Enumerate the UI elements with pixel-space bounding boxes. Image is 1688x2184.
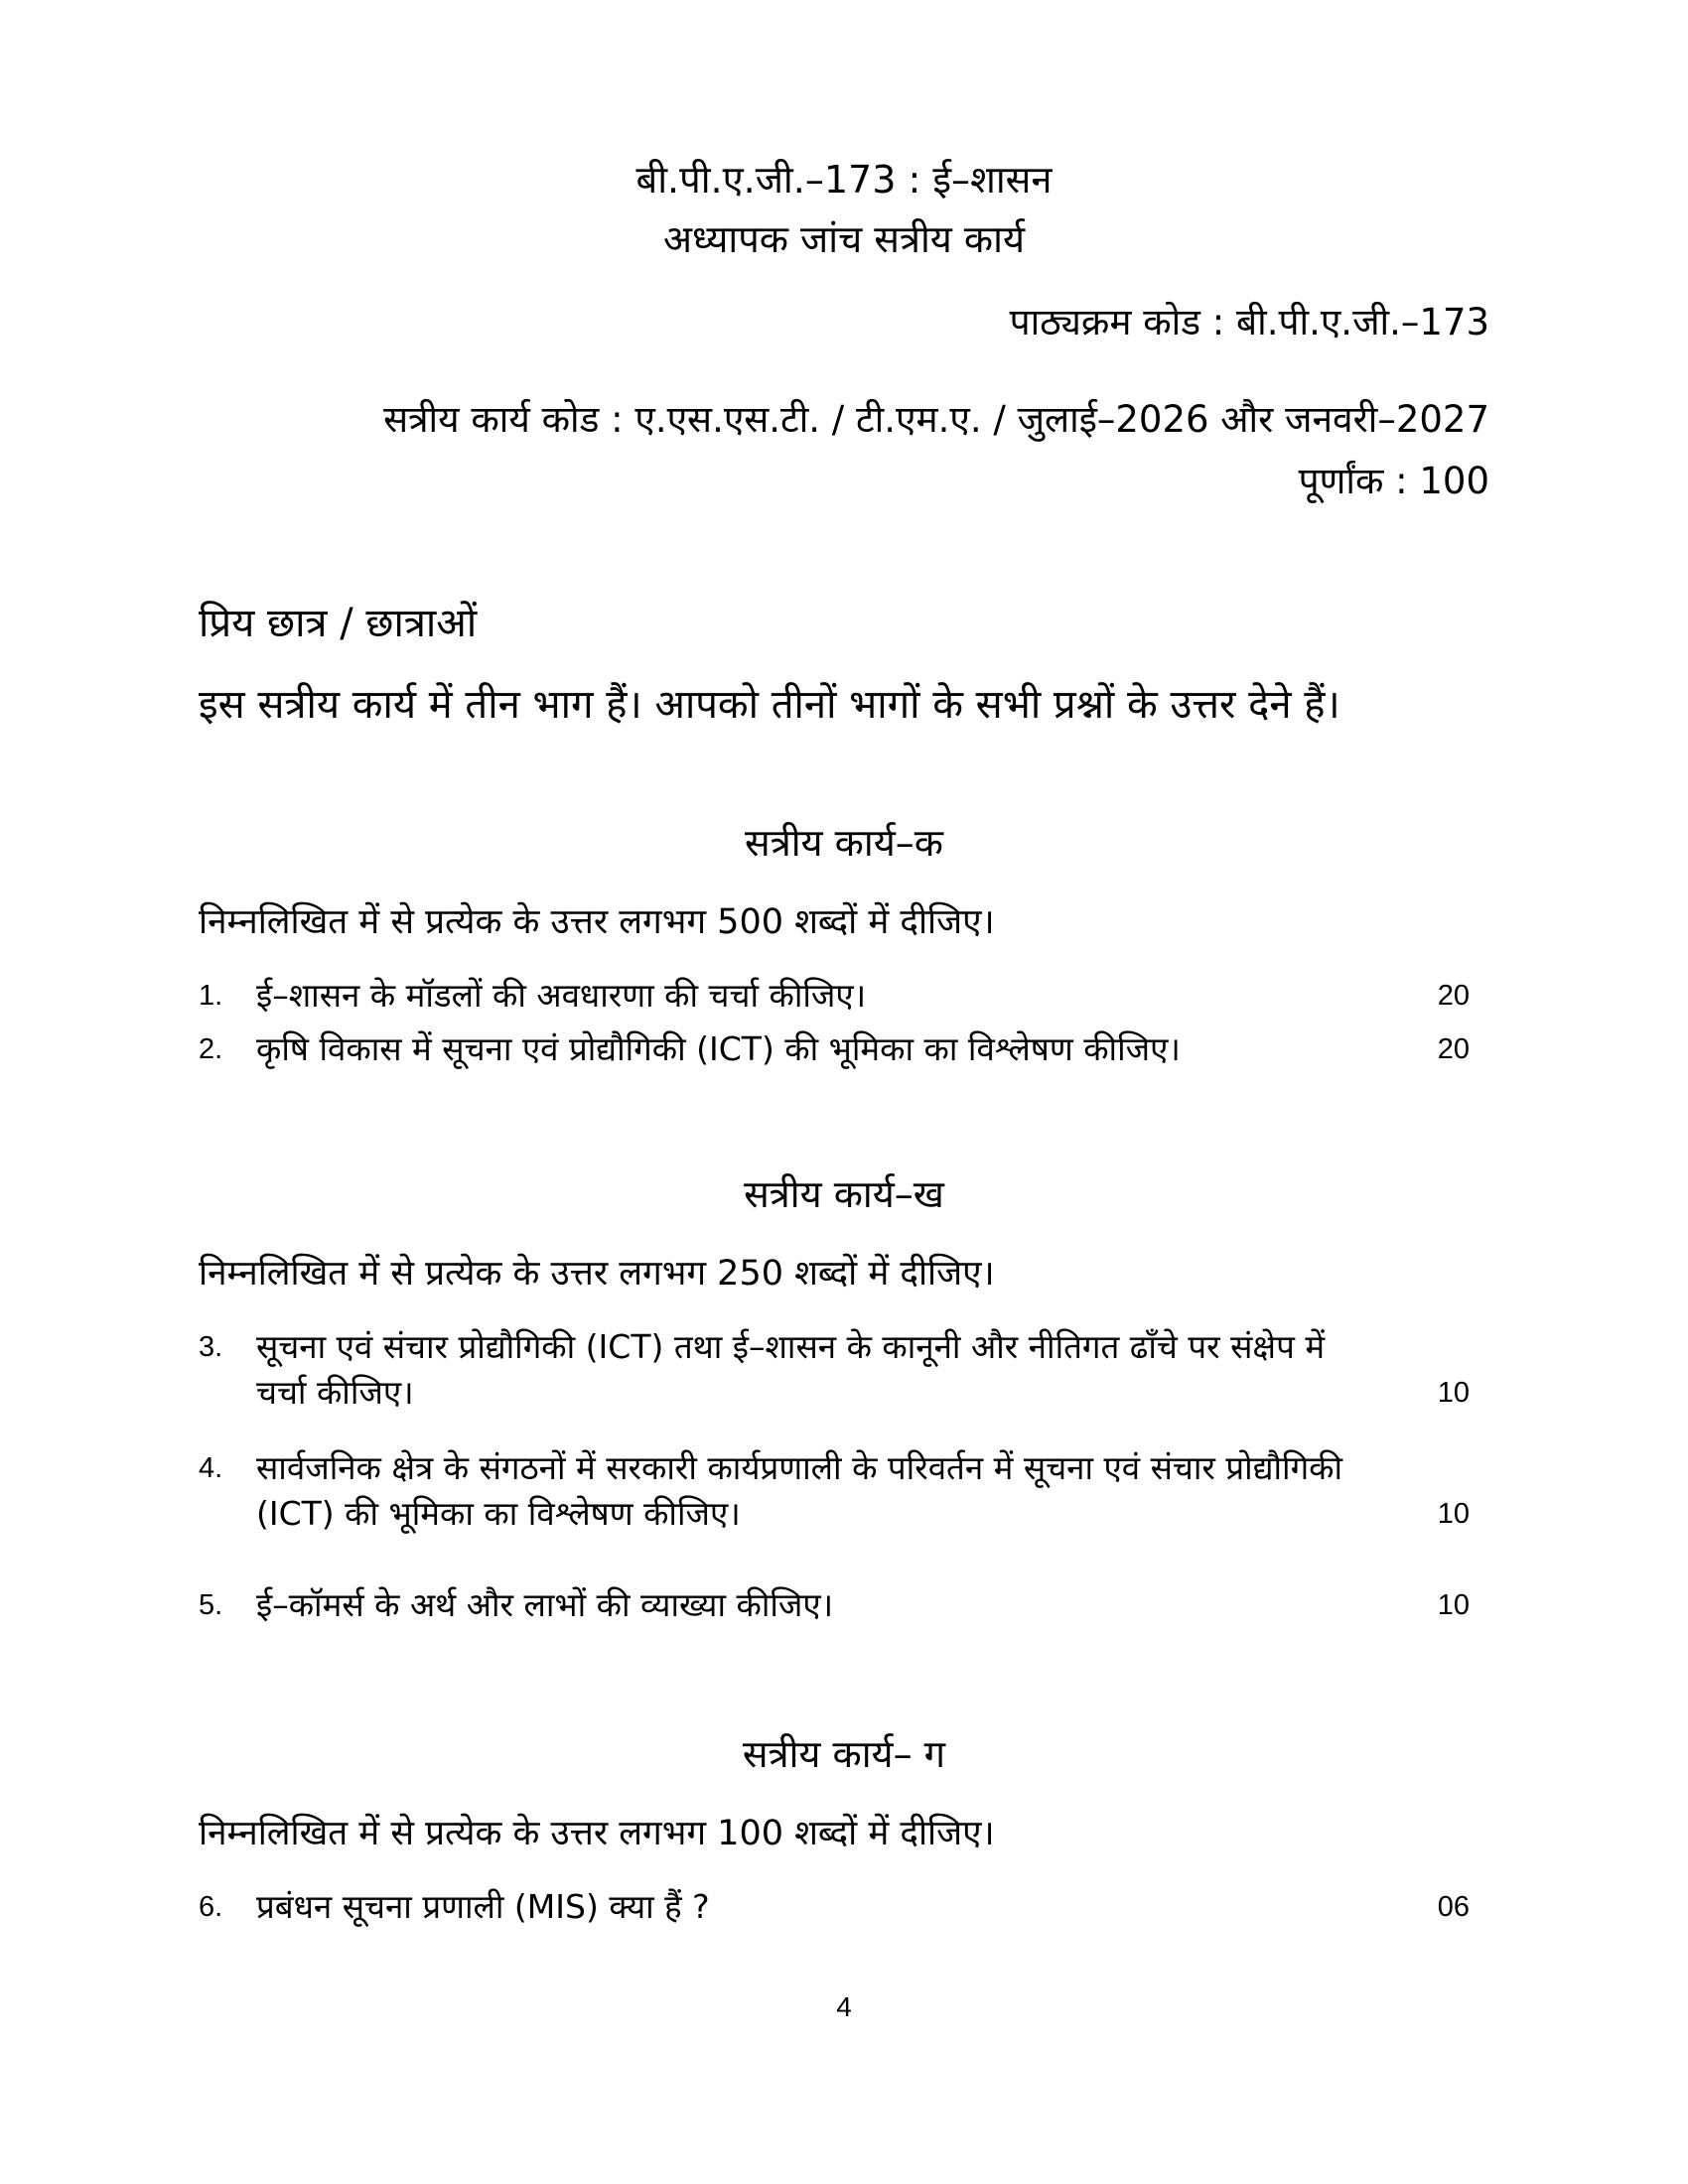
course-title: बी.पी.ए.जी.–173 : ई–शासन: [635, 158, 1053, 202]
question-number: 6.: [199, 1891, 223, 1923]
question-text: ई–शासन के मॉडलों की अवधारणा की चर्चा कीजिए।: [256, 976, 867, 1015]
question-number: 5.: [199, 1589, 223, 1621]
question-text: कृषि विकास में सूचना एवं प्रोद्यौगिकी (ICT) की भूमिका का विश्लेषण कीजिए।: [256, 1029, 1181, 1068]
assignment-title: अध्यापक जांच सत्रीय कार्य: [663, 217, 1025, 261]
question-marks: 20: [1437, 980, 1470, 1012]
question-number: 3.: [199, 1331, 223, 1363]
question-number: 2.: [199, 1033, 223, 1065]
question-number: 4.: [199, 1452, 223, 1484]
question-1: [199, 973, 1470, 1019]
question-6: [199, 1884, 1470, 1930]
max-marks: पूर्णांक : 100: [1298, 460, 1489, 502]
question-text: प्रबंधन सूचना प्रणाली (MIS) क्या हैं ?: [256, 1887, 710, 1926]
section-c-instruction: निम्नलिखित में से प्रत्येक के उत्तर लगभग 100 शब्दों में दीजिए।: [199, 1814, 995, 1853]
question-2: [199, 1026, 1470, 1072]
section-b-heading: सत्रीय कार्य–ख: [744, 1172, 944, 1216]
course-code: पाठ्यक्रम कोड : बी.पी.ए.जी.–173: [1009, 301, 1489, 343]
question-marks: 10: [1437, 1498, 1470, 1530]
section-c-heading: सत्रीय कार्य– ग: [742, 1732, 946, 1776]
section-a-heading: सत्रीय कार्य–क: [745, 821, 943, 865]
question-5: [199, 1582, 1470, 1628]
intro-text: इस सत्रीय कार्य में तीन भाग हैं। आपको तीनों भागों के सभी प्रश्नों के उत्तर देने हैं।: [199, 682, 1340, 728]
section-a-instruction: निम्नलिखित में से प्रत्येक के उत्तर लगभग 500 शब्दों में दीजिए।: [199, 902, 995, 942]
question-marks: 06: [1437, 1891, 1470, 1923]
question-text: ई–कॉमर्स के अर्थ और लाभों की व्याख्या कीजिए।: [256, 1585, 834, 1624]
question-marks: 10: [1437, 1377, 1470, 1409]
question-text: सार्वजनिक क्षेत्र के संगठनों में सरकारी कार्यप्रणाली के परिवर्तन में सूचना एवं संचार प्रोद्यौगिकी (ICT) की भूमिका का विश्लेषण कीजिए।: [256, 1448, 1343, 1533]
assignment-code: सत्रीय कार्य कोड : ए.एस.एस.टी. / टी.एम.ए. / जुलाई–2026 और जनवरी–2027: [383, 398, 1489, 441]
question-marks: 10: [1437, 1589, 1470, 1621]
question-4: [199, 1445, 1470, 1537]
page-number: 4: [836, 1991, 852, 2022]
question-number: 1.: [199, 980, 223, 1012]
question-text: सूचना एवं संचार प्रोद्यौगिकी (ICT) तथा ई–शासन के कानूनी और नीतिगत ढाँचे पर संक्षेप में चर्चा कीजिए।: [256, 1327, 1326, 1412]
question-marks: 20: [1437, 1033, 1470, 1065]
salutation: प्रिय छात्र / छात्राओं: [199, 601, 478, 646]
question-3: [199, 1324, 1470, 1416]
section-b-instruction: निम्नलिखित में से प्रत्येक के उत्तर लगभग 250 शब्दों में दीजिए।: [199, 1254, 995, 1294]
